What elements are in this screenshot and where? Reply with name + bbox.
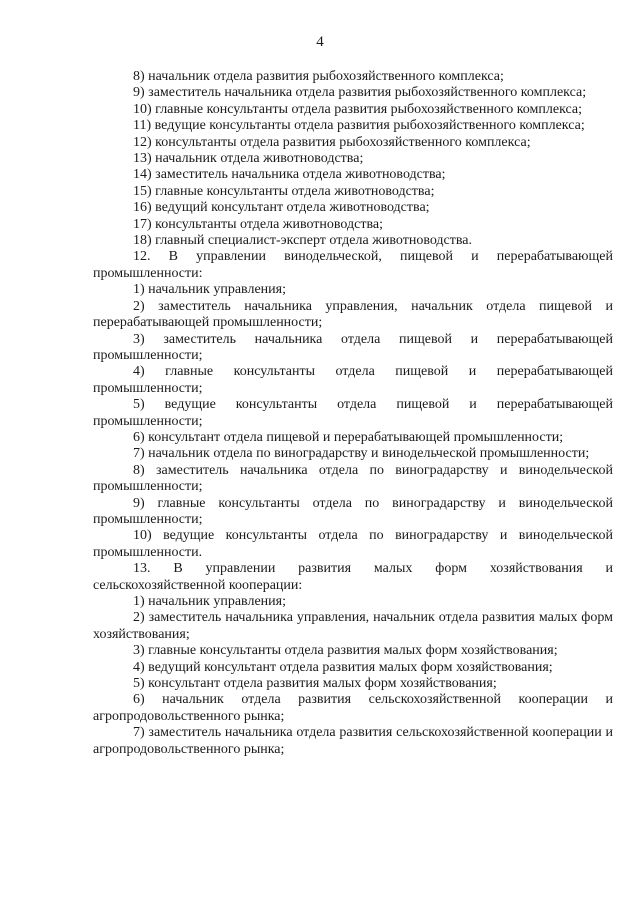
list-item: 8) начальник отдела развития рыбохозяйственного комплекса;: [133, 69, 504, 84]
list-item: 17) консультанты отдела животноводства;: [133, 216, 384, 232]
list-item: 9) заместитель начальника отдела развития рыбохозяйственного комплекса;: [133, 85, 587, 101]
list-item: 11) ведущие консультанты отдела развития рыбохозяйственного комплекса;: [133, 118, 585, 134]
list-item: 18) главный специалист-эксперт отдела животноводства.: [133, 233, 473, 249]
list-item: 15) главные консультанты отдела животноводства;: [133, 183, 435, 199]
list-item: 2) заместитель начальника управления, начальник отдела развития малых форм хозяйствования;: [93, 610, 613, 642]
list-item: 10) главные консультанты отдела развития рыбохозяйственного комплекса;: [133, 101, 583, 117]
list-item: 6) консультант отдела пищевой и перерабатывающей промышленности;: [133, 429, 564, 445]
document-body: [93, 69, 613, 758]
list-item: 3) главные консультанты отдела развития малых форм хозяйствования;: [133, 643, 558, 659]
list-item: 2) заместитель начальника управления, начальник отдела пищевой и перерабатывающей промышленности;: [93, 298, 613, 331]
list-item: 7) начальник отдела по виноградарству и винодельческой промышленности;: [133, 446, 590, 462]
list-item: 7) заместитель начальника отдела развития сельскохозяйственной кооперации и агропродовольственного рынка;: [93, 725, 613, 757]
list-item: 13) начальник отдела животноводства;: [133, 151, 364, 167]
list-item: 4) ведущий консультант отдела развития малых форм хозяйствования;: [133, 659, 553, 675]
list-item: 1) начальник управления;: [133, 282, 286, 298]
list-item: 9) главные консультанты отдела по виноградарству и винодельческой промышленности;: [93, 495, 613, 527]
list-item: 5) консультант отдела развития малых форм хозяйствования;: [133, 676, 497, 692]
list-item: 12) консультанты отдела развития рыбохозяйственного комплекса;: [133, 134, 531, 150]
list-item: 6) начальник отдела развития сельскохозяйственной кооперации и агропродовольственного рынка;: [93, 692, 613, 724]
list-item: 14) заместитель начальника отдела животноводства;: [133, 167, 446, 183]
list-item: 16) ведущий консультант отдела животноводства;: [133, 200, 430, 216]
list-item: 4) главные консультанты отдела пищевой и перерабатывающей промышленности;: [93, 364, 613, 396]
section-heading: 12. В управлении винодельческой, пищевой и перерабатывающей промышленности:: [93, 249, 613, 281]
list-item: 3) заместитель начальника отдела пищевой и перерабатывающей промышленности;: [93, 331, 613, 363]
list-item: 8) заместитель начальника отдела по виноградарству и винодельческой промышленности;: [93, 462, 613, 495]
list-item: 1) начальник управления;: [133, 594, 286, 609]
list-item: 10) ведущие консультанты отдела по виноградарству и винодельческой промышленности.: [93, 528, 613, 560]
list-item: 5) ведущие консультанты отдела пищевой и перерабатывающей промышленности;: [93, 397, 613, 429]
page-number: 4: [316, 34, 324, 50]
section-heading: 13. В управлении развития малых форм хозяйствования и сельскохозяйственной кооперации:: [93, 561, 613, 593]
